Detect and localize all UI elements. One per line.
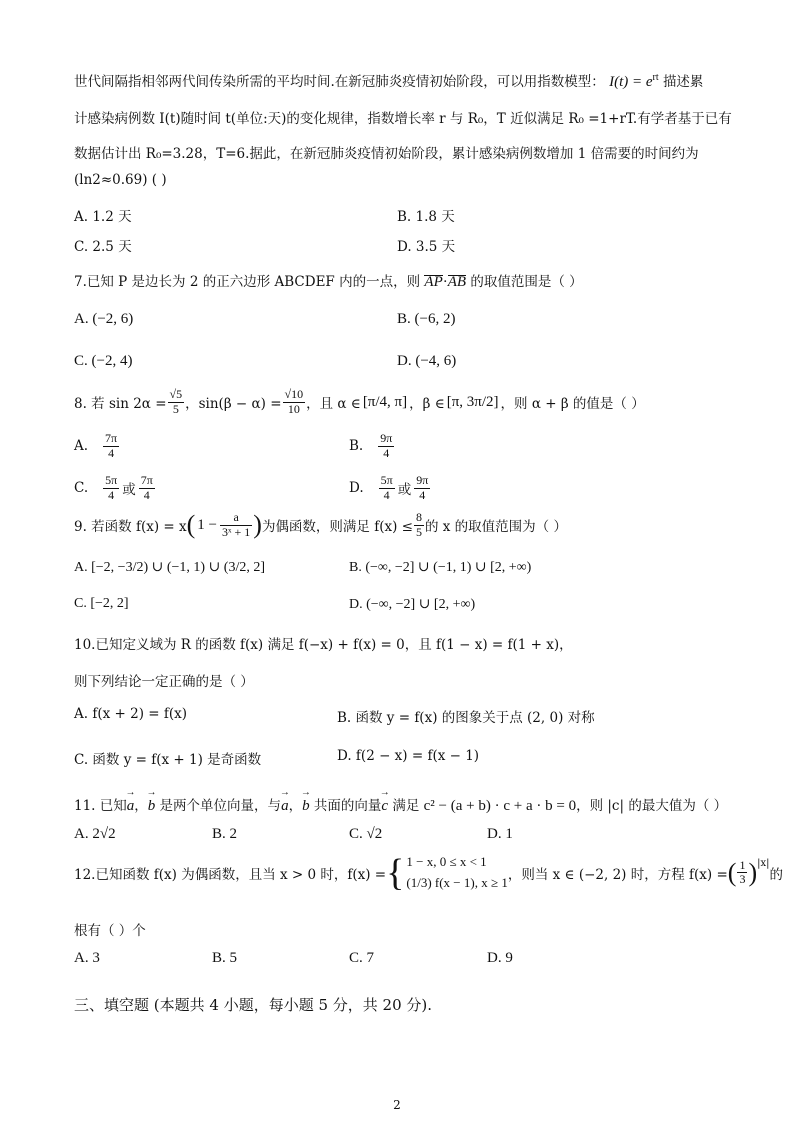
q6-option-a[interactable]: A. 1.2 天: [74, 209, 132, 225]
page-number: 2: [393, 1098, 401, 1112]
q8-option-c[interactable]: C. $\frac{5\pi}{4}$ 或 $\frac{7\pi}{4}$: [74, 473, 153, 502]
q6-model: $I(t) = e^{rt}$: [609, 72, 659, 90]
q6-line1-tail: 描述累: [662, 74, 704, 90]
q6-line2: 计感染病例数 I(t)随时间 t(单位:天)的变化规律，指数增长率 r 与 R₀，T 近似满足 R₀ =1+rT.有学者基于已有: [74, 111, 732, 127]
q7-stem-a: 7.已知 P 是边长为 2 的正六边形 ABCDEF 内的一点，则: [74, 274, 421, 290]
q11-vector-b: → b: [148, 798, 156, 815]
q8-stem-a: 8. 若 sin 2α =: [74, 396, 167, 413]
q7-vector-ap: AP: [424, 274, 443, 290]
q8-stem: [74, 388, 645, 417]
q6-line1-text: 世代间隔指相邻两代间传染所需的平均时间.在新冠肺炎疫情初始阶段，可以用指数模型：: [74, 74, 605, 90]
q11-vector-a: → a: [127, 798, 135, 815]
q10-stem-line1: 10.已知定义域为 R 的函数 f(x) 满足 f(−x) + f(x) = 0，且 f(1 − x) = f(1 + x)，: [74, 637, 573, 653]
q11-vector-c: → c: [381, 798, 388, 815]
q8-fraction-sqrt5: $\frac{√5}{5}$: [169, 387, 183, 416]
q8-stem-e: ，则 α + β 的值是（ ）: [500, 396, 645, 413]
q7-option-c[interactable]: C. (−2, 4): [74, 353, 133, 369]
q7-stem-b: 的取值范围是（ ）: [470, 274, 583, 290]
q8-stem-b: ，sin(β − α) =: [185, 396, 282, 413]
q12-rhs-fraction: $\frac{1}{3}$: [739, 857, 746, 887]
q10-option-c[interactable]: C. 函数 y = f(x + 1) 是奇函数: [74, 752, 262, 768]
q8-option-a[interactable]: A. $\frac{7\pi}{4}$: [74, 431, 118, 460]
q12-piecewise: { 1 − x, 0 ≤ x < 1 (1/3) f(x − 1), x ≥ 1: [386, 851, 508, 894]
q10-option-a[interactable]: A. f(x + 2) = f(x): [74, 706, 187, 722]
q9-option-c[interactable]: C. [−2, 2]: [74, 596, 129, 611]
q9-option-d[interactable]: D. (−∞, −2] ∪ [2, +∞): [349, 597, 476, 612]
q11-option-a[interactable]: A. 2√2: [74, 826, 116, 842]
q9-stem-a: 9. 若函数 f(x) = x: [74, 519, 187, 536]
q9-option-a[interactable]: A. [−2, −3/2) ∪ (−1, 1) ∪ (3/2, 2]: [74, 560, 266, 575]
q8-stem-c: ，且 α ∈: [306, 396, 361, 413]
q6-line4: (ln2≈0.69) ( ): [74, 172, 167, 188]
q11-option-d[interactable]: D. 1: [487, 826, 513, 842]
q9-stem-b: 为偶函数，则满足 f(x) ≤: [261, 519, 413, 536]
q12-option-d[interactable]: D. 9: [487, 950, 513, 966]
section-3-heading: 三、填空题 (本题共 4 小题，每小题 5 分，共 20 分).: [74, 996, 433, 1014]
q6-option-b[interactable]: B. 1.8 天: [397, 209, 455, 225]
q6-line1: [74, 70, 703, 91]
q9-fraction: $\frac{a}{\text{3ˣ + 1}}$: [222, 510, 251, 539]
q7-option-b[interactable]: B. (−6, 2): [397, 311, 456, 327]
q12-rhs-exponent: |x|: [757, 858, 770, 869]
q12-case-2: (1/3) f(x − 1), x ≥ 1: [406, 874, 508, 890]
q9-stem-c: 的 x 的取值范围为（ ）: [424, 519, 567, 536]
q7-option-a[interactable]: A. (−2, 6): [74, 311, 134, 327]
q7-stem: [74, 270, 583, 291]
q12-stem-b: ，则当 x ∈ (−2, 2) 时，方程 f(x) =: [507, 866, 728, 883]
q11-condition: c² − (a + b) · c + a · b = 0: [423, 798, 577, 814]
q6-line3: 数据估计出 R₀=3.28，T=6.据此，在新冠肺炎疫情初始阶段，累计感染病例数增加 1 倍需要的时间约为: [74, 146, 699, 162]
q7-vector-ab: AB: [447, 274, 467, 290]
q11-option-c[interactable]: C. √2: [349, 826, 383, 842]
q12-option-a[interactable]: A. 3: [74, 950, 100, 966]
q12-stem-c: 的: [769, 866, 784, 883]
q8-option-b[interactable]: B. $\frac{9\pi}{4}$: [349, 431, 393, 460]
q11-stem: 11. 已知→ a，→ b 是两个单位向量，与→ a，→ b 共面的向量→ c 满足 c² − (a + b) · c + a · b = 0，则 |c| 的最大值为（ ）: [74, 794, 727, 815]
q12-option-b[interactable]: B. 5: [212, 950, 238, 966]
q6-option-d[interactable]: D. 3.5 天: [397, 239, 456, 255]
q12-stem-a: 12.已知函数 f(x) 为偶函数，且当 x > 0 时，f(x) =: [74, 866, 387, 883]
q10-option-d[interactable]: D. f(2 − x) = f(x − 1): [337, 748, 480, 764]
q6-option-c[interactable]: C. 2.5 天: [74, 239, 132, 255]
q10-stem-line2: 则下列结论一定正确的是（ ）: [74, 674, 254, 690]
q10-option-b[interactable]: B. 函数 y = f(x) 的图象关于点 (2, 0) 对称: [337, 710, 595, 726]
q8-option-d[interactable]: D. $\frac{5\pi}{4}$ 或 $\frac{9\pi}{4}$: [349, 473, 429, 502]
q12-stem-line2: 根有（ ）个: [74, 923, 146, 939]
q12-case-1: 1 − x, 0 ≤ x < 1: [406, 854, 487, 869]
q6-model-exp: rt: [652, 72, 659, 83]
q12-stem: 12.已知函数 f(x) 为偶函数，且当 x > 0 时，f(x) = { 1 − x, 0 ≤ x < 1 (1/3) f(x − 1), x ≥ 1 ，则当 x ∈ (−2, 2) 时，方程 f(x) = ( $\frac{1}{3}$ ) |x| 的: [74, 851, 784, 894]
q11-option-b[interactable]: B. 2: [212, 826, 238, 842]
q8-interval-beta: [π, 3π/2]: [446, 393, 499, 410]
q8-stem-d: ，β ∈: [409, 396, 445, 413]
q9-option-b[interactable]: B. (−∞, −2] ∪ (−1, 1) ∪ [2, +∞): [349, 560, 532, 575]
q7-dot-product: AP·AB: [424, 274, 467, 290]
q9-bound-fraction: $\frac{8}{5}$: [415, 510, 422, 539]
q12-option-c[interactable]: C. 7: [349, 950, 375, 966]
q8-interval-alpha: [π/4, π]: [362, 393, 408, 410]
q7-option-d[interactable]: D. (−4, 6): [397, 353, 457, 369]
q8-fraction-sqrt10: $\frac{√10}{10}$: [284, 387, 304, 416]
q9-stem: 9. 若函数 f(x) = x ( 1 − $\frac{a}{\text{3ˣ + 1}}$ ) 为偶函数，则满足 f(x) ≤ $\frac{8}{5}$ 的 x 的取值范围为（ ）: [74, 510, 567, 540]
